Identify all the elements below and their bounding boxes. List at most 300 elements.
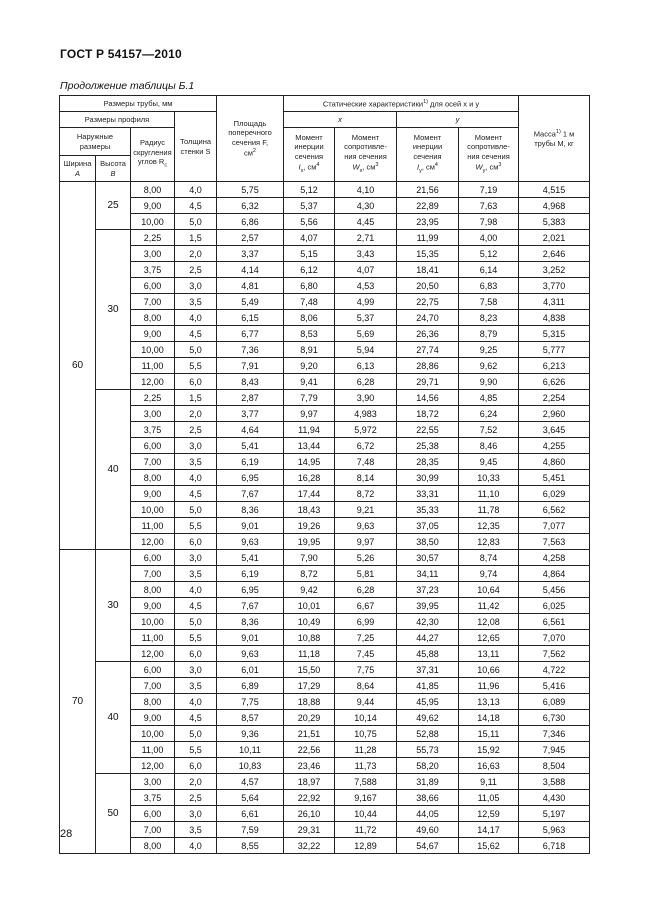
cell-wy: 9,74 — [459, 566, 519, 582]
cell-iy: 37,31 — [397, 662, 459, 678]
cell-wx: 4,983 — [335, 406, 397, 422]
cell-wall: 2,5 — [175, 790, 217, 806]
cell-area: 6,19 — [217, 566, 284, 582]
cell-mass: 4,968 — [519, 198, 590, 214]
cell-ix: 7,90 — [284, 550, 335, 566]
header-wall-l1: Толщина — [179, 137, 212, 146]
cell-radius: 9,00 — [131, 710, 175, 726]
cell-mass: 4,311 — [519, 294, 590, 310]
cell-area: 4,14 — [217, 262, 284, 278]
cell-wy: 12,59 — [459, 806, 519, 822]
cell-wx: 9,167 — [335, 790, 397, 806]
cell-iy: 49,60 — [397, 822, 459, 838]
header-static — [284, 96, 519, 112]
cell-iy: 42,30 — [397, 614, 459, 630]
table-row — [60, 278, 590, 294]
cell-wx: 6,72 — [335, 438, 397, 454]
header-wx-sup: 3 — [375, 162, 379, 168]
cell-iy: 18,72 — [397, 406, 459, 422]
cell-area: 8,36 — [217, 502, 284, 518]
cell-wall: 3,5 — [175, 566, 217, 582]
cell-ix: 4,07 — [284, 230, 335, 246]
cell-radius: 6,00 — [131, 806, 175, 822]
cell-wx: 12,89 — [335, 838, 397, 854]
table-row — [60, 406, 590, 422]
cell-ix: 5,56 — [284, 214, 335, 230]
header-mass-l1b: 1 м — [562, 129, 575, 139]
cell-radius: 10,00 — [131, 726, 175, 742]
cell-wall: 5,5 — [175, 358, 217, 374]
table-row — [60, 806, 590, 822]
cell-ix: 9,20 — [284, 358, 335, 374]
cell-area: 9,01 — [217, 518, 284, 534]
cell-wy: 8,46 — [459, 438, 519, 454]
cell-mass: 6,025 — [519, 598, 590, 614]
cell-mass: 5,197 — [519, 806, 590, 822]
cell-mass: 5,456 — [519, 582, 590, 598]
header-static-sup: 1) — [423, 99, 428, 105]
header-wx-l2: сопротивле- — [344, 142, 387, 151]
table-header — [60, 96, 590, 182]
table-row — [60, 246, 590, 262]
header-area — [217, 96, 284, 182]
header-radius-sub: c — [164, 162, 168, 169]
cell-wall: 4,0 — [175, 182, 217, 198]
cell-area: 5,41 — [217, 550, 284, 566]
cell-iy: 11,99 — [397, 230, 459, 246]
header-static-tail: для осей x и y — [430, 99, 480, 109]
header-outer-sizes — [60, 128, 131, 156]
cell-height: 40 — [96, 662, 131, 774]
header-mass-l2: трубы M, кг — [534, 139, 574, 149]
header-iy-l1: Момент — [413, 132, 442, 142]
table-row — [60, 758, 590, 774]
cell-mass: 8,504 — [519, 758, 590, 774]
header-width — [60, 156, 96, 182]
cell-wx: 8,72 — [335, 486, 397, 502]
cell-radius: 6,00 — [131, 662, 175, 678]
table-row — [60, 598, 590, 614]
cell-radius: 8,00 — [131, 582, 175, 598]
cell-wx: 7,45 — [335, 646, 397, 662]
cell-wy: 11,42 — [459, 598, 519, 614]
cell-wy: 12,83 — [459, 534, 519, 550]
header-wy-l1: Момент — [474, 132, 503, 142]
cell-wall: 4,0 — [175, 694, 217, 710]
pipe-properties-table — [59, 95, 590, 854]
cell-wall: 1,5 — [175, 230, 217, 246]
cell-radius: 12,00 — [131, 534, 175, 550]
cell-ix: 13,44 — [284, 438, 335, 454]
cell-area: 9,36 — [217, 726, 284, 742]
header-iy-l2: инерции — [412, 142, 443, 151]
cell-ix: 10,88 — [284, 630, 335, 646]
table-row — [60, 534, 590, 550]
cell-ix: 18,88 — [284, 694, 335, 710]
cell-area: 10,11 — [217, 742, 284, 758]
table-row — [60, 614, 590, 630]
header-axis-y: y — [397, 112, 519, 128]
cell-area: 7,67 — [217, 486, 284, 502]
cell-mass: 6,029 — [519, 486, 590, 502]
header-area-l2: поперечного — [228, 128, 272, 138]
header-wy-unit: , см — [485, 162, 499, 172]
header-wx-unit: , см — [362, 162, 376, 172]
cell-height: 50 — [96, 774, 131, 854]
table-caption: Продолжение таблицы Б.1 — [60, 80, 195, 92]
cell-mass: 4,860 — [519, 454, 590, 470]
header-iy — [397, 128, 459, 182]
cell-ix: 9,97 — [284, 406, 335, 422]
cell-area: 6,95 — [217, 470, 284, 486]
header-wx-sub: x — [359, 168, 363, 174]
cell-height: 30 — [96, 550, 131, 662]
header-height-l1: Высота — [100, 159, 126, 168]
cell-wall: 4,0 — [175, 470, 217, 486]
cell-area: 6,15 — [217, 310, 284, 326]
header-wy-l2: сопротивле- — [467, 142, 510, 151]
cell-wall: 2,0 — [175, 246, 217, 262]
header-wy — [459, 128, 519, 182]
header-static-text: Статические характеристики — [322, 99, 424, 109]
cell-width: 70 — [60, 550, 96, 854]
header-wall-l2: стенки S — [180, 146, 211, 156]
cell-area: 5,75 — [217, 182, 284, 198]
cell-wx: 7,48 — [335, 454, 397, 470]
cell-radius: 3,00 — [131, 246, 175, 262]
cell-radius: 7,00 — [131, 294, 175, 310]
cell-ix: 19,95 — [284, 534, 335, 550]
cell-mass: 6,562 — [519, 502, 590, 518]
cell-wall: 2,0 — [175, 774, 217, 790]
cell-radius: 11,00 — [131, 742, 175, 758]
cell-height: 30 — [96, 230, 131, 390]
cell-mass: 4,255 — [519, 438, 590, 454]
header-wx-l1: Момент — [351, 132, 380, 142]
header-mass-sup: 1) — [555, 129, 561, 136]
table-row — [60, 726, 590, 742]
cell-wy: 11,05 — [459, 790, 519, 806]
cell-ix: 18,43 — [284, 502, 335, 518]
cell-area: 7,36 — [217, 342, 284, 358]
cell-radius: 8,00 — [131, 470, 175, 486]
cell-wx: 7,25 — [335, 630, 397, 646]
cell-wall: 6,0 — [175, 534, 217, 550]
header-mass-l1: Масса — [533, 129, 556, 139]
cell-wy: 12,65 — [459, 630, 519, 646]
header-wx — [335, 128, 397, 182]
cell-mass: 5,383 — [519, 214, 590, 230]
cell-ix: 8,91 — [284, 342, 335, 358]
cell-iy: 22,89 — [397, 198, 459, 214]
table-row — [60, 710, 590, 726]
document-title: ГОСТ Р 54157—2010 — [60, 47, 182, 61]
cell-iy: 22,75 — [397, 294, 459, 310]
cell-wy: 14,18 — [459, 710, 519, 726]
cell-wx: 5,94 — [335, 342, 397, 358]
table-row — [60, 518, 590, 534]
cell-wy: 7,52 — [459, 422, 519, 438]
cell-wall: 4,0 — [175, 310, 217, 326]
cell-wx: 10,44 — [335, 806, 397, 822]
cell-iy: 23,95 — [397, 214, 459, 230]
cell-radius: 10,00 — [131, 342, 175, 358]
cell-mass: 5,777 — [519, 342, 590, 358]
cell-iy: 37,23 — [397, 582, 459, 598]
header-iy-l3: сечения — [413, 151, 442, 161]
cell-iy: 39,95 — [397, 598, 459, 614]
cell-ix: 21,51 — [284, 726, 335, 742]
cell-iy: 31,89 — [397, 774, 459, 790]
cell-wx: 4,53 — [335, 278, 397, 294]
cell-wall: 5,0 — [175, 214, 217, 230]
header-area-l4: см — [244, 148, 253, 158]
cell-mass: 4,515 — [519, 182, 590, 198]
cell-radius: 11,00 — [131, 358, 175, 374]
cell-mass: 7,346 — [519, 726, 590, 742]
cell-mass: 5,963 — [519, 822, 590, 838]
cell-wy: 8,23 — [459, 310, 519, 326]
cell-area: 9,01 — [217, 630, 284, 646]
cell-wy: 5,12 — [459, 246, 519, 262]
cell-radius: 2,25 — [131, 390, 175, 406]
cell-radius: 6,00 — [131, 438, 175, 454]
cell-ix: 17,44 — [284, 486, 335, 502]
header-ix-l1: Момент — [295, 132, 323, 142]
cell-wall: 5,0 — [175, 502, 217, 518]
cell-area: 2,87 — [217, 390, 284, 406]
cell-wy: 10,33 — [459, 470, 519, 486]
header-radius-l1: Радиус — [140, 138, 165, 147]
header-wx-l4: W — [352, 162, 360, 172]
table-row — [60, 790, 590, 806]
cell-area: 10,83 — [217, 758, 284, 774]
cell-wall: 3,0 — [175, 662, 217, 678]
table-row — [60, 774, 590, 790]
cell-wy: 9,45 — [459, 454, 519, 470]
cell-iy: 49,62 — [397, 710, 459, 726]
cell-iy: 21,56 — [397, 182, 459, 198]
cell-wall: 5,0 — [175, 342, 217, 358]
cell-radius: 11,00 — [131, 630, 175, 646]
cell-ix: 5,37 — [284, 198, 335, 214]
cell-wx: 8,64 — [335, 678, 397, 694]
cell-iy: 35,33 — [397, 502, 459, 518]
table-row — [60, 310, 590, 326]
cell-mass: 7,945 — [519, 742, 590, 758]
cell-mass: 7,077 — [519, 518, 590, 534]
table-row — [60, 262, 590, 278]
cell-mass: 6,089 — [519, 694, 590, 710]
cell-wall: 5,5 — [175, 518, 217, 534]
table-row — [60, 358, 590, 374]
cell-mass: 4,258 — [519, 550, 590, 566]
cell-wy: 6,14 — [459, 262, 519, 278]
header-ix-l4: I — [298, 162, 301, 172]
cell-radius: 6,00 — [131, 550, 175, 566]
cell-wall: 1,5 — [175, 390, 217, 406]
header-iy-sup: 4 — [434, 162, 438, 168]
table-row — [60, 838, 590, 854]
cell-wx: 11,73 — [335, 758, 397, 774]
header-ix — [284, 128, 335, 182]
cell-wall: 4,5 — [175, 198, 217, 214]
cell-radius: 3,00 — [131, 774, 175, 790]
cell-wx: 2,71 — [335, 230, 397, 246]
cell-area: 7,75 — [217, 694, 284, 710]
header-height — [96, 156, 131, 182]
header-mass — [519, 96, 590, 182]
cell-iy: 44,05 — [397, 806, 459, 822]
table-row — [60, 182, 590, 198]
cell-area: 2,57 — [217, 230, 284, 246]
cell-radius: 10,00 — [131, 214, 175, 230]
cell-ix: 14,95 — [284, 454, 335, 470]
cell-iy: 22,55 — [397, 422, 459, 438]
cell-iy: 44,27 — [397, 630, 459, 646]
cell-wy: 9,90 — [459, 374, 519, 390]
cell-wy: 10,64 — [459, 582, 519, 598]
cell-wx: 10,14 — [335, 710, 397, 726]
header-wy-l3: ния сечения — [467, 151, 510, 161]
table-row — [60, 374, 590, 390]
cell-area: 4,57 — [217, 774, 284, 790]
table-row — [60, 694, 590, 710]
table-row — [60, 198, 590, 214]
cell-radius: 8,00 — [131, 694, 175, 710]
cell-wx: 3,43 — [335, 246, 397, 262]
cell-radius: 7,00 — [131, 454, 175, 470]
cell-mass: 5,451 — [519, 470, 590, 486]
cell-mass: 2,254 — [519, 390, 590, 406]
cell-wx: 5,37 — [335, 310, 397, 326]
table-row — [60, 566, 590, 582]
cell-wx: 6,67 — [335, 598, 397, 614]
cell-iy: 25,38 — [397, 438, 459, 454]
cell-ix: 17,29 — [284, 678, 335, 694]
table-row — [60, 438, 590, 454]
cell-ix: 15,50 — [284, 662, 335, 678]
cell-wall: 6,0 — [175, 758, 217, 774]
cell-wall: 5,0 — [175, 614, 217, 630]
cell-wy: 15,92 — [459, 742, 519, 758]
cell-wall: 4,0 — [175, 582, 217, 598]
cell-radius: 8,00 — [131, 310, 175, 326]
cell-wx: 3,90 — [335, 390, 397, 406]
cell-ix: 22,92 — [284, 790, 335, 806]
cell-wy: 7,19 — [459, 182, 519, 198]
cell-wx: 9,44 — [335, 694, 397, 710]
header-radius — [131, 128, 175, 182]
cell-wy: 9,25 — [459, 342, 519, 358]
cell-ix: 26,10 — [284, 806, 335, 822]
cell-iy: 30,99 — [397, 470, 459, 486]
cell-radius: 6,00 — [131, 278, 175, 294]
header-outer-l1: Наружные — [76, 132, 114, 141]
cell-ix: 23,46 — [284, 758, 335, 774]
cell-wall: 3,0 — [175, 550, 217, 566]
cell-wy: 15,62 — [459, 838, 519, 854]
cell-mass: 3,588 — [519, 774, 590, 790]
cell-area: 8,36 — [217, 614, 284, 630]
header-profile-sizes: Размеры профиля — [60, 112, 175, 128]
header-ix-sub: x — [300, 168, 304, 174]
cell-mass: 6,561 — [519, 614, 590, 630]
cell-wx: 5,972 — [335, 422, 397, 438]
cell-wall: 3,5 — [175, 454, 217, 470]
cell-ix: 8,72 — [284, 566, 335, 582]
header-radius-l3: углов R — [137, 157, 165, 166]
header-area-l3: сечения F, — [231, 137, 269, 147]
cell-ix: 7,79 — [284, 390, 335, 406]
cell-wall: 3,5 — [175, 678, 217, 694]
cell-area: 6,61 — [217, 806, 284, 822]
cell-ix: 5,12 — [284, 182, 335, 198]
cell-iy: 55,73 — [397, 742, 459, 758]
cell-iy: 38,66 — [397, 790, 459, 806]
cell-radius: 10,00 — [131, 614, 175, 630]
cell-radius: 8,00 — [131, 838, 175, 854]
table-row — [60, 742, 590, 758]
cell-mass: 2,021 — [519, 230, 590, 246]
cell-area: 7,59 — [217, 822, 284, 838]
cell-mass: 4,430 — [519, 790, 590, 806]
cell-height: 40 — [96, 390, 131, 550]
table-row — [60, 422, 590, 438]
header-wy-sup: 3 — [498, 162, 502, 168]
cell-wy: 12,08 — [459, 614, 519, 630]
cell-area: 5,41 — [217, 438, 284, 454]
cell-wall: 6,0 — [175, 374, 217, 390]
table-row — [60, 582, 590, 598]
cell-mass: 4,864 — [519, 566, 590, 582]
cell-wall: 2,5 — [175, 422, 217, 438]
header-ix-unit: , см — [303, 162, 317, 172]
cell-ix: 8,06 — [284, 310, 335, 326]
cell-wx: 10,75 — [335, 726, 397, 742]
cell-area: 6,95 — [217, 582, 284, 598]
cell-radius: 3,75 — [131, 422, 175, 438]
cell-ix: 6,12 — [284, 262, 335, 278]
cell-iy: 28,35 — [397, 454, 459, 470]
cell-iy: 29,71 — [397, 374, 459, 390]
header-wx-l3: ния сечения — [344, 151, 387, 161]
cell-wall: 4,5 — [175, 710, 217, 726]
cell-mass: 6,626 — [519, 374, 590, 390]
cell-iy: 58,20 — [397, 758, 459, 774]
cell-wy: 13,13 — [459, 694, 519, 710]
cell-wx: 6,28 — [335, 374, 397, 390]
cell-area: 8,55 — [217, 838, 284, 854]
cell-mass: 5,315 — [519, 326, 590, 342]
table-row — [60, 326, 590, 342]
cell-wx: 4,99 — [335, 294, 397, 310]
cell-area: 8,57 — [217, 710, 284, 726]
cell-mass: 3,252 — [519, 262, 590, 278]
cell-ix: 10,01 — [284, 598, 335, 614]
cell-iy: 26,36 — [397, 326, 459, 342]
cell-wall: 3,0 — [175, 806, 217, 822]
cell-ix: 11,94 — [284, 422, 335, 438]
header-area-sup: 2 — [252, 148, 256, 155]
cell-wall: 2,5 — [175, 262, 217, 278]
cell-radius: 3,75 — [131, 262, 175, 278]
cell-ix: 20,29 — [284, 710, 335, 726]
cell-wx: 5,81 — [335, 566, 397, 582]
cell-wall: 4,0 — [175, 838, 217, 854]
cell-wy: 11,10 — [459, 486, 519, 502]
header-width-l1: Ширина — [63, 159, 92, 168]
